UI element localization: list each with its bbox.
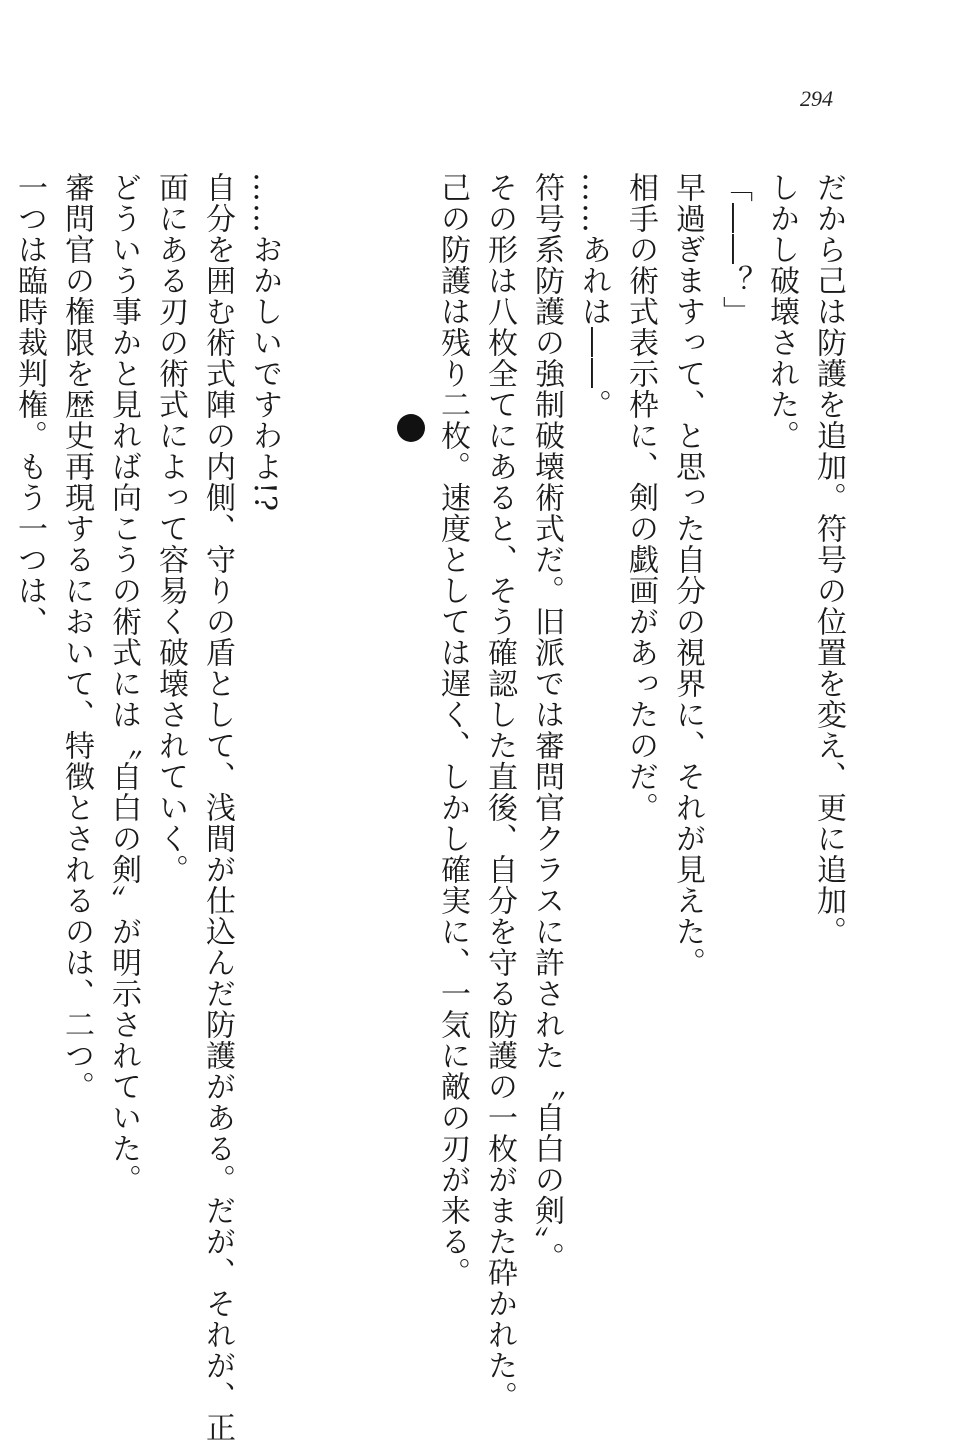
text-line: 相手の術式表示枠に、剣の戯画があったのだ。 <box>623 172 658 823</box>
text-line: だから己は防護を追加。符号の位置を変え、更に追加。 <box>811 172 846 947</box>
body-text <box>6 172 852 1443</box>
text-line: ……あれは――。 <box>576 172 611 420</box>
text-line: 審問官の権限を歴史再現するにおいて、特徴とされるのは、二つ。 <box>59 172 94 1102</box>
text-line: どういう事かと見れば向こうの術式には〝自白の剣〟が明示されていた。 <box>106 172 141 1195</box>
text-line: ……おかしいですわよ!? <box>247 172 282 513</box>
text-line: 早過ぎますって、と思った自分の視界に、それが見えた。 <box>670 172 705 978</box>
blank-line <box>335 172 382 1302</box>
text-line: 一つは臨時裁判権。もう一つは、 <box>12 172 47 637</box>
text-line: 符号系防護の強制破壊術式だ。旧派では審問官クラスに許された〝自白の剣〟。 <box>529 172 564 1273</box>
text-line: 自分を囲む術式陣の内側、守りの盾として、浅間が仕込んだ防護がある。だが、それが、正 <box>200 172 235 1443</box>
text-line: その形は八枚全てにあると、そう確認した直後、自分を守る防護の一枚がまた砕かれた。 <box>482 172 517 1412</box>
text-line: 面にある刃の術式によって容易く破壊されていく。 <box>153 172 188 885</box>
blank-line <box>288 172 335 1302</box>
scene-break-dot <box>397 414 425 442</box>
text-line: 己の防護は残り二枚。速度としては遅く、しかし確実に、一気に敵の刃が来る。 <box>435 172 470 1288</box>
page-number: 294 <box>800 86 833 111</box>
text-line: 「――？」 <box>717 172 752 327</box>
text-line: しかし破壊された。 <box>764 172 799 451</box>
blank-line <box>382 172 429 1302</box>
